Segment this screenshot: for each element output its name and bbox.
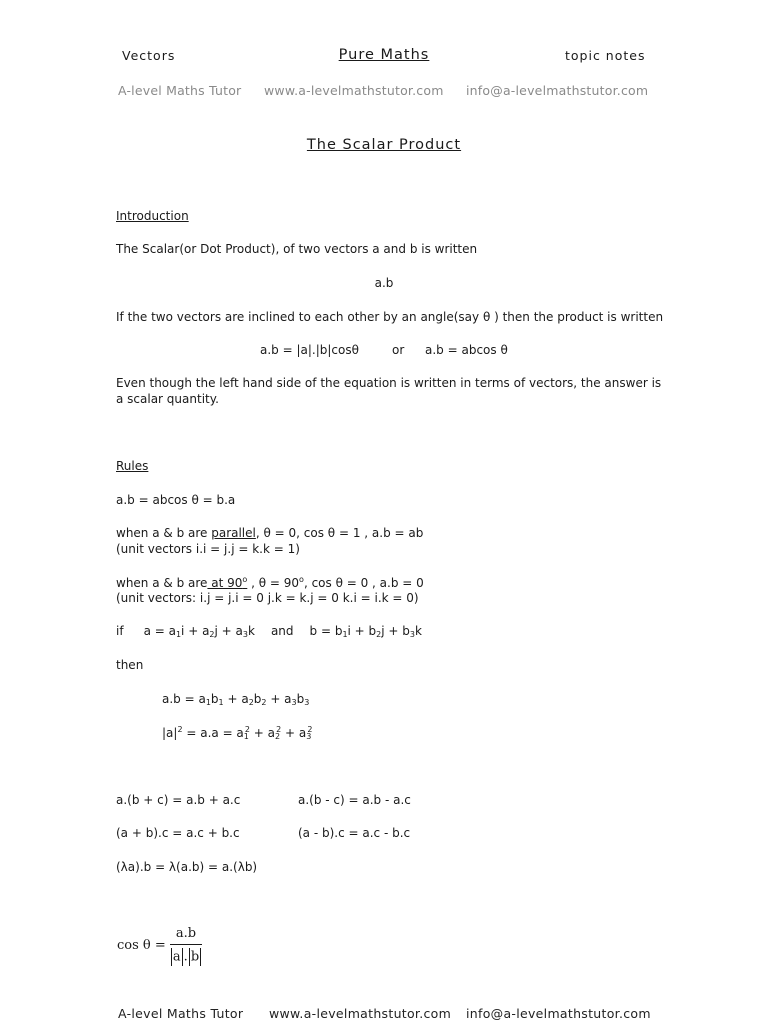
rule-scalar-multiple: (λa).b = λ(a.b) = a.(λb)	[116, 860, 258, 874]
header-email[interactable]: info@a-levelmathstutor.com	[466, 83, 649, 98]
formula-magnitude: $|a|^2 = a.a = a_1^2 + a_2^2 + a_3^2$	[162, 725, 313, 741]
header-notes: topic notes	[565, 48, 646, 63]
intro-line-1: The Scalar(or Dot Product), of two vectors a and b is written	[116, 242, 478, 256]
rule-commutative: a.b = abcos θ = b.a	[116, 493, 236, 507]
formula-dot-components: $a.b = a_1b_1 + a_2b_2 + a_3b_3$	[162, 692, 310, 707]
rule-perpendicular-unit: (unit vectors: i.j = j.i = 0 j.k = k.j = 0 k.i = i.k = 0)	[116, 591, 419, 605]
intro-expr-2-or: or	[392, 343, 405, 357]
header-tutor: A-level Maths Tutor	[118, 83, 242, 98]
footer-email[interactable]: info@a-levelmathstutor.com	[466, 1006, 651, 1021]
rule-parallel: when a & b are parallel, θ = 0, cos θ = 1 , a.b = ab	[116, 526, 424, 540]
intro-expr-2a: a.b = |a|.|b|cosθ	[260, 343, 359, 357]
rule-distributive-left-minus: (a - b).c = a.c - b.c	[298, 826, 411, 840]
rule-distributive-plus: a.(b + c) = a.b + a.c	[116, 793, 241, 807]
fraction: $\frac{a.b}{a . b}$	[170, 926, 202, 966]
intro-heading: Introduction	[116, 209, 189, 223]
intro-expr-2b: a.b = abcos θ	[425, 343, 508, 357]
intro-line-2: If the two vectors are inclined to each other by an angle(say θ ) then the product is written	[116, 310, 664, 324]
footer-tutor: A-level Maths Tutor	[118, 1006, 244, 1021]
formula-cos-theta: cos θ = $\frac{a.b}{a . b}$	[117, 926, 202, 966]
header-subject: Pure Maths	[338, 47, 430, 63]
header-website[interactable]: www.a-levelmathstutor.com	[264, 83, 444, 98]
intro-line-3b: a scalar quantity.	[116, 392, 219, 406]
intro-expr-1: a.b	[374, 276, 394, 290]
footer-website[interactable]: www.a-levelmathstutor.com	[269, 1006, 452, 1021]
rule-components: if $a = a_1i + a_2j + a_3k$ and $b = b_1i + b_2j + b_3k$	[116, 624, 422, 639]
header-topic: Vectors	[122, 48, 176, 63]
rule-then: then	[116, 658, 144, 672]
rule-distributive-minus: a.(b - c) = a.b - a.c	[298, 793, 411, 807]
rule-perpendicular: when a & b are at 90$^o$ , $\theta = 90^o$, cos θ = 0 , a.b = 0	[116, 575, 424, 590]
rules-heading: Rules	[116, 459, 149, 473]
rule-parallel-unit: (unit vectors i.i = j.j = k.k = 1)	[116, 542, 300, 556]
page-title: The Scalar Product	[306, 137, 462, 153]
rule-distributive-left-plus: (a + b).c = a.c + b.c	[116, 826, 240, 840]
intro-line-3a: Even though the left hand side of the equation is written in terms of vectors, the answer is	[116, 376, 662, 390]
